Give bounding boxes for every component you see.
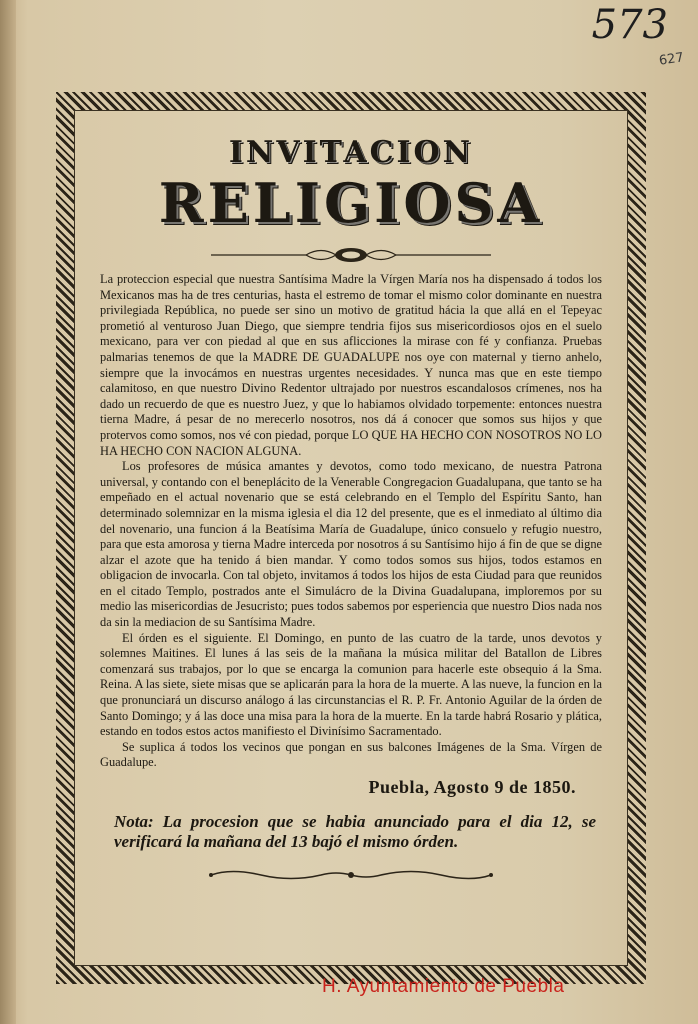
dateline: Puebla, Agosto 9 de 1850. [368, 777, 576, 797]
title-invitacion: INVITACION [228, 135, 474, 170]
document-body [100, 272, 602, 771]
paragraph-3: El órden es el siguiente. El Domingo, en punto de las cuatro de la tarde, unos devotos y solemnes Maitines. El lunes á las seis de la mañana la música militar del Batallon de Libres comenzará sus trabajos, por lo que se encarga la comunion para hacerle este obsequio á la Sma. Reina. A las siete, siete misas que se aplicarán para la hora de la muerte. A las nueve, la funcion en la que pronunciará un discurso análogo á las circunstancias el R. P. Fr. Antonio Aguilar de la órden de Santo Domingo; y á las doce una misa para la hora de la muerte. En la tarde habrá Rosario y plática, estando en todos estos actos manifiesto el Divinísimo Sacramentado. [100, 630, 602, 739]
title-religiosa: RELIGIOSA [158, 171, 544, 235]
paragraph-1: La proteccion especial que nuestra Santísima Madre la Vírgen María nos ha dispensado á todos los Mexicanos mas ha de tres centurias, hasta el estremo de tomar el mismo color dominante en nuestra privilegiada República, no puede ser sino un motivo de gratitud hácia la que allá en el Tepeyac prometió al venturoso Juan Diego, que siempre tendria fijos sus misericordiosos ojos en el suelo mexicano, para ver con piedad al que en sus aflicciones la mirase con fé y confianza. Pruebas palmarias tenemos de que la MADRE DE GUADALUPE nos oye con maternal y tierno anhelo, siempre que la invocámos en nuestras urgentes necesidades. Y nunca mas que en este tiempo calamitoso, en que nuestro Divino Redentor ultrajado por nuestros escandalosos crímenes, nos ha dado un recuerdo de que es nuestro Juez, y que lo habiamos olvidado torpemente: entonces nuestra tierna Madre, á pesar de no merecerlo nosotros, nos dá á conocer que somos sus hijos y que protervos como somos, nos vé con piedad, porque LO QUE HA HECHO CON NOSOTROS NO LO HA HECHO CON NACION ALGUNA. [100, 272, 602, 458]
paragraph-2: Los profesores de música amantes y devotos, como todo mexicano, de nuestra Patrona universal, y contando con el beneplácito de la Venerable Congregacion Guadalupana, que tanto se ha empeñado en el actual novenario que se está celebrando en el Templo del Espíritu Santo, han determinado solemnizar en la misma iglesia el dia 12 del presente, que es el inmediato al último dia del novenario, una funcion á la Beatísima María de Guadalupe, único consuelo y refugio nuestro, para que esta amorosa y tierna Madre interceda por nosotros á su Santísimo hijo á fin de que se digne alzar el azote que ha tenido á bien mandar. Y como todos somos sus hijos, todos estamos en obligacion de invocarla. Con tal objeto, invitamos á todos los hijos de esta Ciudad para que reunidos en el citado Templo, postrados ante el Simulácro de la Divina Guadalupana, imploremos por su medio las misericordias de Jesucristo; pues todos sabemos por esperiencia que nuestro Dios nada nos da sin la mediacion de su Santísima Madre. [100, 459, 603, 630]
watermark-label: H. Ayuntamiento de Puebla [322, 976, 565, 997]
archive-subnumber: 627 [658, 50, 685, 69]
note: Nota: La procesion que se habia anunciado para el dia 12, se verificará la mañana del 13 bajó el mismo órden. [114, 812, 596, 851]
page-binding [0, 0, 16, 1024]
ornament-divider-icon [211, 246, 491, 264]
document-content [76, 126, 626, 882]
paragraph-4: Se suplica á todos los vecinos que pongan en sus balcones Imágenes de la Sma. Vírgen de Guadalupe. [100, 739, 602, 770]
archive-number: 573 [591, 2, 668, 48]
ornament-bottom-icon [201, 868, 501, 882]
